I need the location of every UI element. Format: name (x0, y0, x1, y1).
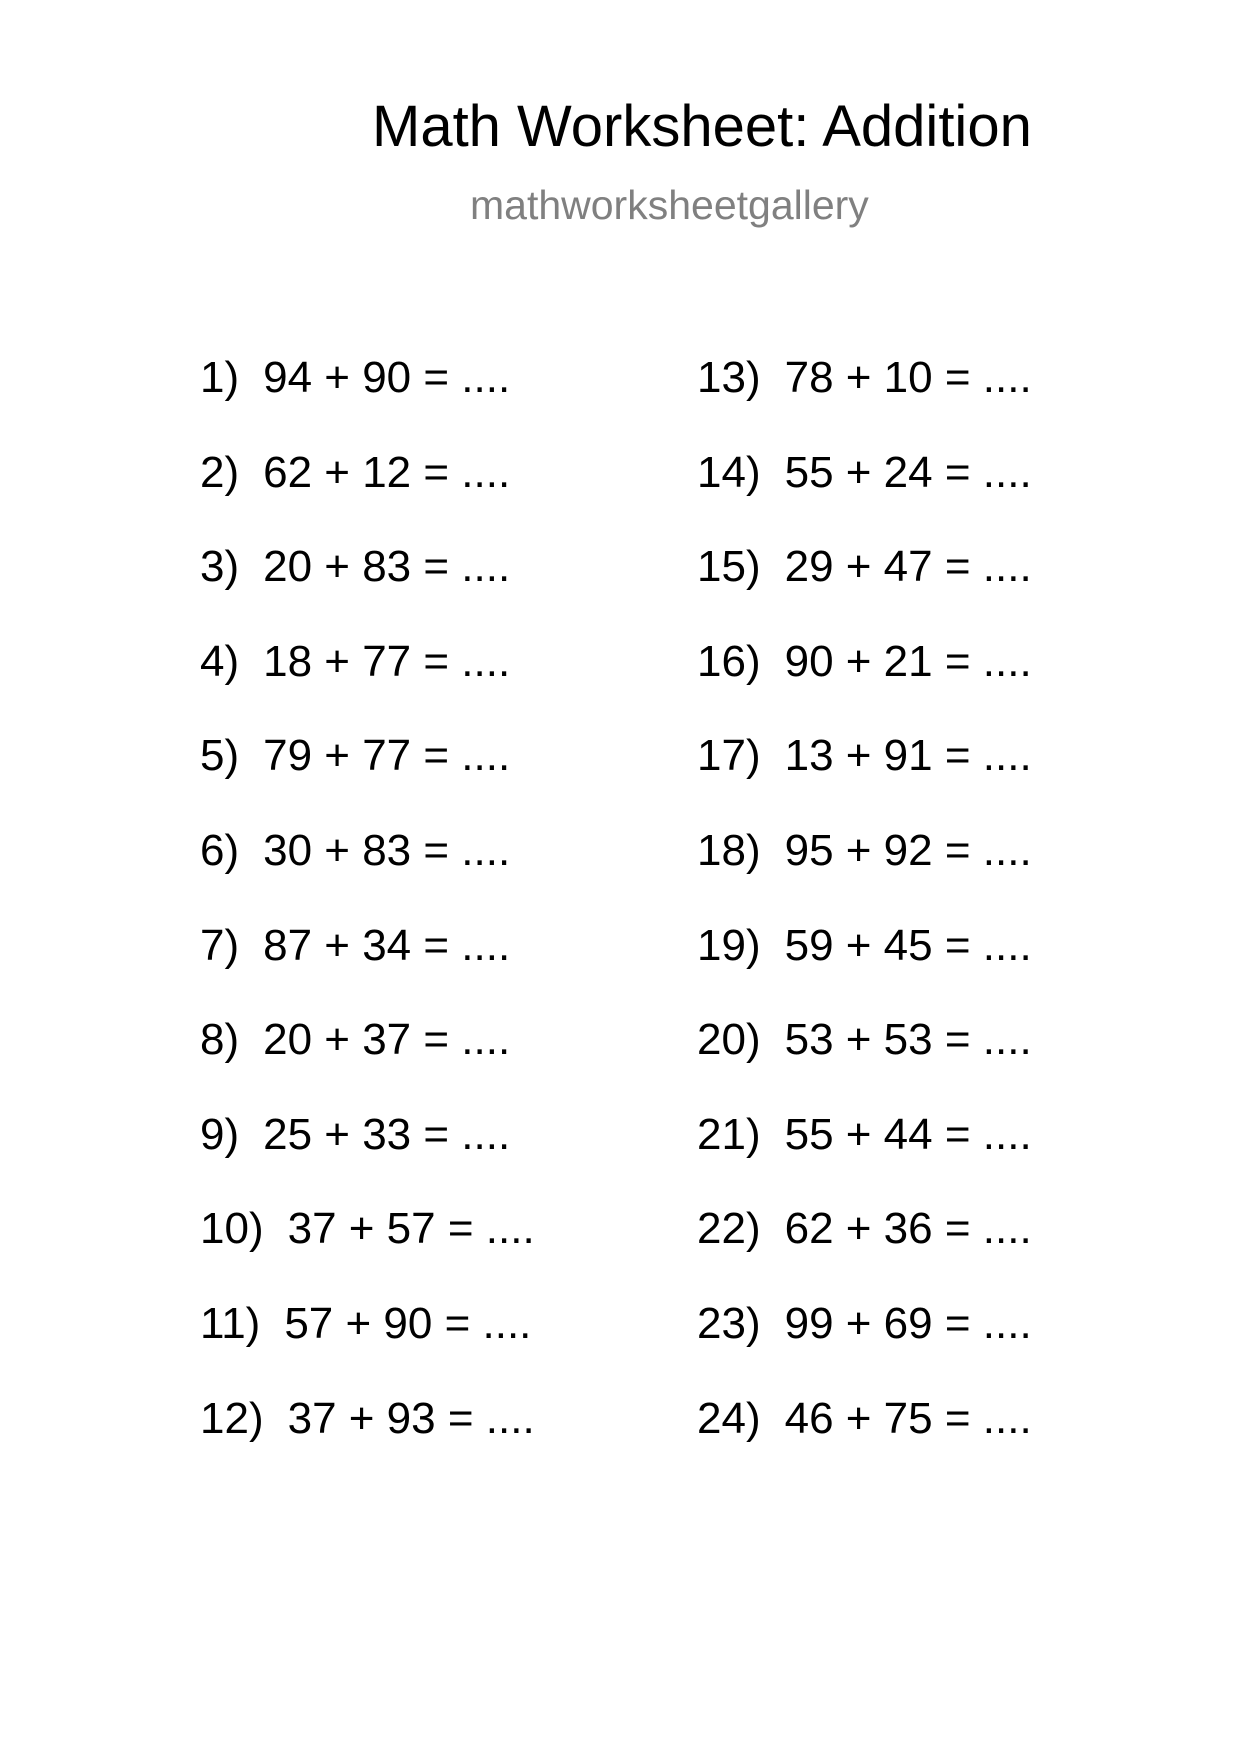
problem-expression: 62 + 36 = .... (784, 1204, 1032, 1253)
problem-number: 13) (697, 353, 761, 402)
problem-expression: 25 + 33 = .... (263, 1110, 511, 1159)
problem-number: 23) (697, 1299, 761, 1348)
problem-expression: 95 + 92 = .... (784, 826, 1032, 875)
problem-expression: 37 + 57 = .... (287, 1204, 535, 1253)
problem-expression: 53 + 53 = .... (784, 1015, 1032, 1064)
problem-number: 7) (200, 921, 240, 970)
problem-expression: 46 + 75 = .... (784, 1394, 1032, 1443)
problem-expression: 20 + 83 = .... (263, 542, 511, 591)
problem-expression: 78 + 10 = .... (784, 353, 1032, 402)
problem-number: 6) (200, 826, 240, 875)
problem-item (200, 542, 511, 591)
problem-expression: 20 + 37 = .... (263, 1015, 511, 1064)
page-subtitle: mathworksheetgallery (470, 182, 869, 228)
problem-number: 2) (200, 448, 240, 497)
problem-item (200, 637, 511, 686)
problem-number: 21) (697, 1110, 761, 1159)
problem-number: 18) (697, 826, 761, 875)
problem-item (200, 731, 511, 780)
problem-number: 19) (697, 921, 761, 970)
problem-number: 11) (200, 1299, 261, 1348)
problem-item (200, 1110, 511, 1159)
problem-expression: 29 + 47 = .... (784, 542, 1032, 591)
problem-number: 3) (200, 542, 240, 591)
problem-number: 24) (697, 1394, 761, 1443)
problem-expression: 62 + 12 = .... (263, 448, 511, 497)
problem-item (697, 731, 1032, 780)
problem-item (697, 1299, 1032, 1348)
problem-item (200, 353, 511, 402)
problem-number: 12) (200, 1394, 264, 1443)
problem-item (200, 921, 511, 970)
problem-item (200, 448, 511, 497)
problem-expression: 90 + 21 = .... (784, 637, 1032, 686)
problem-item (697, 542, 1032, 591)
problem-expression: 37 + 93 = .... (287, 1394, 535, 1443)
problem-number: 20) (697, 1015, 761, 1064)
problem-item (697, 1204, 1032, 1253)
problem-item (697, 448, 1032, 497)
problem-number: 1) (200, 353, 240, 402)
problem-item (200, 826, 511, 875)
problem-item (697, 826, 1032, 875)
problem-number: 8) (200, 1015, 240, 1064)
problem-number: 9) (200, 1110, 240, 1159)
problem-number: 5) (200, 731, 240, 780)
problem-expression: 57 + 90 = .... (284, 1299, 532, 1348)
problem-item (200, 1015, 511, 1064)
problem-item (697, 353, 1032, 402)
problem-item (697, 1110, 1032, 1159)
problem-expression: 55 + 24 = .... (784, 448, 1032, 497)
problem-expression: 30 + 83 = .... (263, 826, 511, 875)
problem-item (200, 1394, 535, 1443)
problem-item (697, 1394, 1032, 1443)
problem-expression: 99 + 69 = .... (784, 1299, 1032, 1348)
problem-number: 4) (200, 637, 240, 686)
problem-number: 22) (697, 1204, 761, 1253)
problem-expression: 87 + 34 = .... (263, 921, 511, 970)
problem-expression: 79 + 77 = .... (263, 731, 511, 780)
problem-item (697, 637, 1032, 686)
problem-item (697, 1015, 1032, 1064)
problem-expression: 13 + 91 = .... (784, 731, 1032, 780)
problem-item (200, 1204, 535, 1253)
problem-number: 15) (697, 542, 761, 591)
problem-expression: 94 + 90 = .... (263, 353, 511, 402)
problem-number: 14) (697, 448, 761, 497)
problem-number: 16) (697, 637, 761, 686)
problem-expression: 59 + 45 = .... (784, 921, 1032, 970)
page-title: Math Worksheet: Addition (372, 94, 1032, 159)
problem-expression: 18 + 77 = .... (263, 637, 511, 686)
problem-item (697, 921, 1032, 970)
problem-number: 17) (697, 731, 761, 780)
problem-item (200, 1299, 532, 1348)
problem-number: 10) (200, 1204, 264, 1253)
problem-expression: 55 + 44 = .... (784, 1110, 1032, 1159)
